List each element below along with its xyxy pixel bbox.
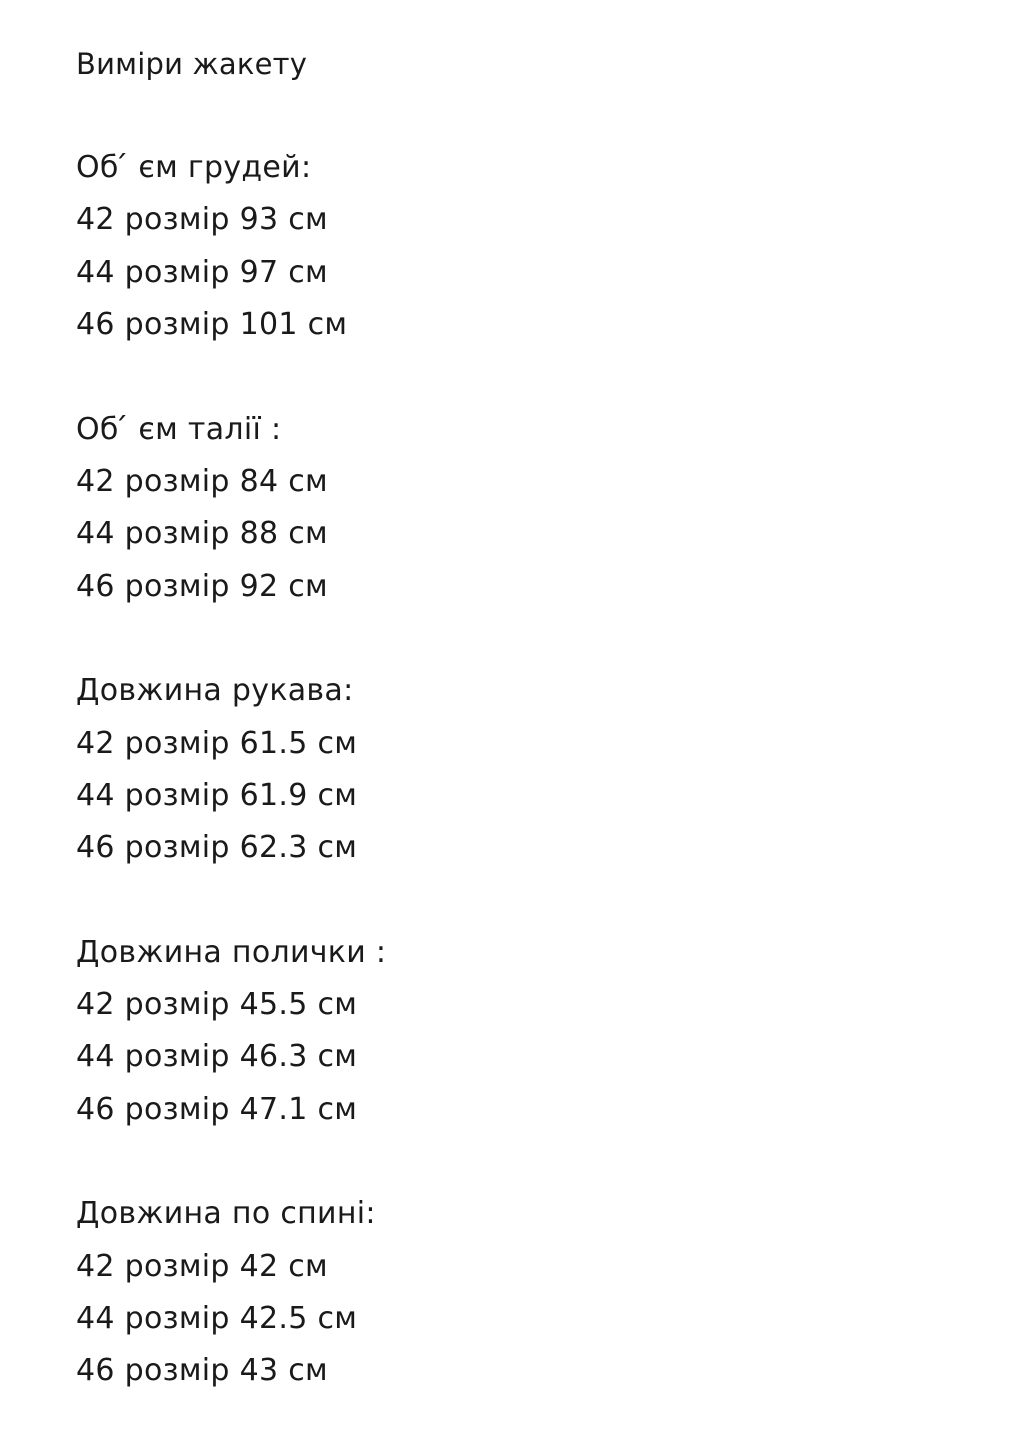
measurement-row: 42 розмір 84 см bbox=[76, 463, 328, 499]
measurement-row: 42 розмір 61.5 см bbox=[76, 725, 358, 761]
section-heading: Довжина рукава: bbox=[76, 673, 354, 709]
measurement-row: 44 розмір 97 см bbox=[76, 254, 328, 290]
measurement-row: 42 розмір 42 см bbox=[76, 1248, 328, 1284]
measurement-row: 44 розмір 42.5 см bbox=[76, 1301, 358, 1337]
jacket-measurements-document bbox=[76, 38, 976, 1450]
measurement-row: 42 розмір 93 см bbox=[76, 202, 328, 238]
measurement-row: 46 розмір 62.3 см bbox=[76, 830, 358, 866]
section-sleeve-length bbox=[76, 665, 976, 875]
section-chest bbox=[76, 142, 976, 352]
section-back-length bbox=[76, 1188, 976, 1398]
section-heading: Об ́ єм грудей: bbox=[76, 150, 312, 185]
measurement-row: 44 розмір 88 см bbox=[76, 516, 328, 552]
section-heading: Довжина по спині: bbox=[76, 1196, 376, 1232]
section-front-length bbox=[76, 927, 976, 1137]
measurement-row: 46 розмір 92 см bbox=[76, 568, 328, 604]
measurement-row: 44 розмір 61.9 см bbox=[76, 777, 358, 813]
document-title: Виміри жакету bbox=[76, 47, 308, 81]
spacer bbox=[76, 90, 976, 142]
section-heading: Довжина полички : bbox=[76, 934, 387, 970]
measurement-row: 46 розмір 43 см bbox=[76, 1353, 328, 1389]
section-heading: Об ́ єм талії : bbox=[76, 411, 282, 447]
measurement-row: 44 розмір 46.3 см bbox=[76, 1039, 358, 1075]
measurement-row: 46 розмір 47.1 см bbox=[76, 1091, 358, 1127]
measurement-row: 46 розмір 101 см bbox=[76, 307, 348, 343]
measurement-row: 42 розмір 45.5 см bbox=[76, 987, 358, 1023]
section-waist bbox=[76, 404, 976, 614]
